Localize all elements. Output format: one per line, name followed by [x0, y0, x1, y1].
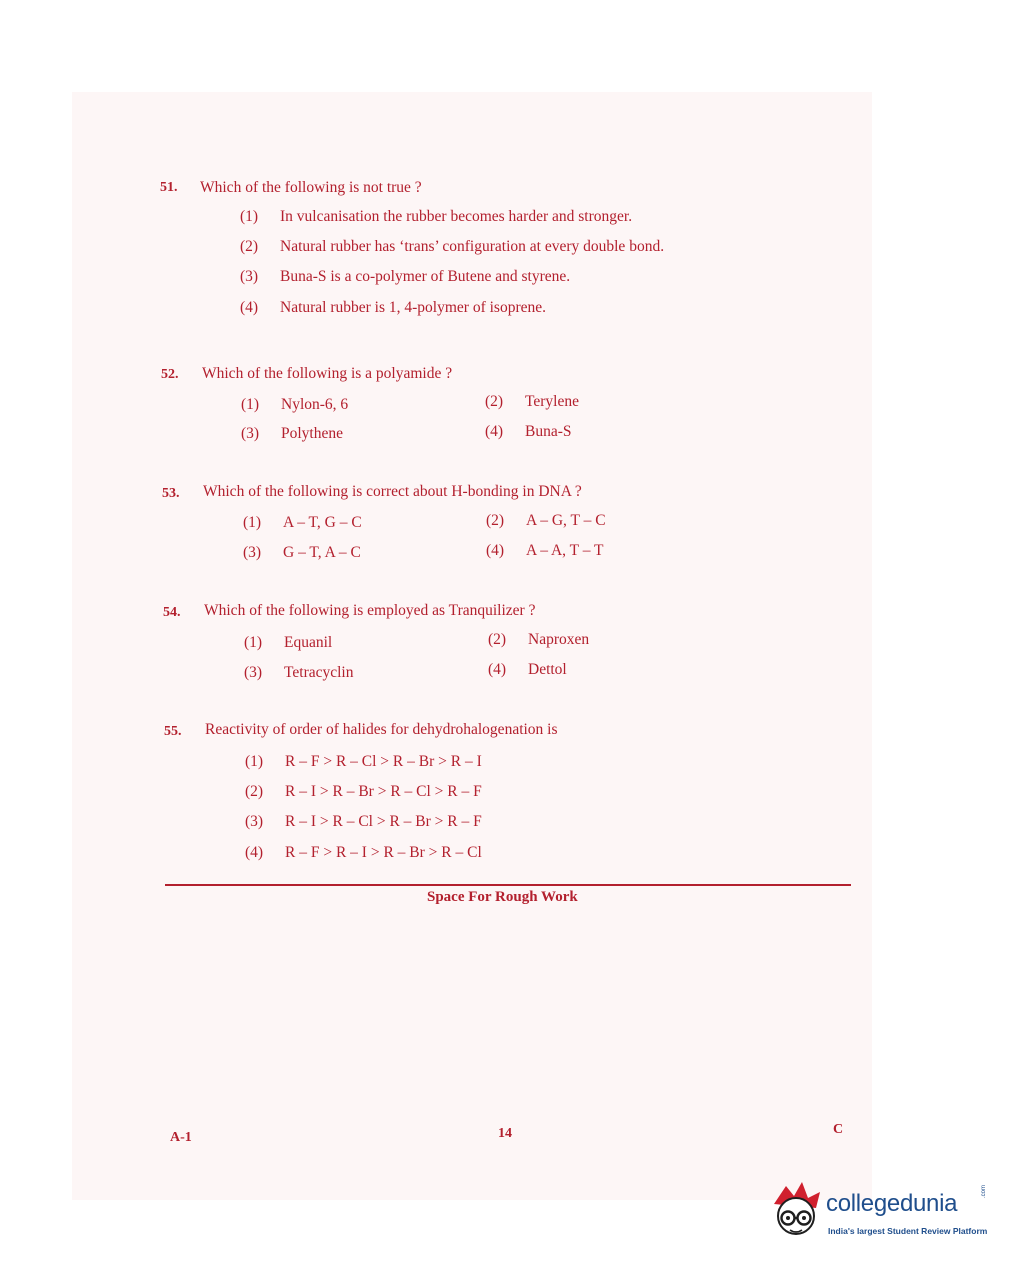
option-text: G – T, A – C [283, 544, 361, 561]
option-text: A – T, G – C [283, 514, 362, 531]
option-number: (3) [241, 425, 260, 442]
option-text: R – F > R – I > R – Br > R – Cl [285, 844, 482, 861]
logo-com: .com [981, 1184, 987, 1198]
divider-line [165, 884, 851, 886]
option-number: (3) [244, 664, 263, 681]
option [486, 542, 604, 560]
question-number: 52. [161, 367, 179, 382]
option [241, 425, 343, 443]
series-letter: C [833, 1122, 844, 1137]
option-text: A – G, T – C [526, 512, 606, 529]
page-number: 14 [498, 1126, 512, 1141]
option-number: (4) [488, 661, 507, 678]
option-number: (2) [488, 631, 507, 648]
option [245, 783, 482, 801]
question-text: Which of the following is not true ? [200, 179, 422, 196]
option-text: Equanil [284, 634, 333, 651]
option-text: In vulcanisation the rubber becomes harder and stronger. [280, 208, 633, 225]
option-text: Natural rubber has ‘trans’ configuration at every double bond. [280, 238, 665, 255]
option [488, 631, 589, 649]
option-text: Polythene [281, 425, 343, 442]
question-text: Which of the following is a polyamide ? [202, 365, 453, 382]
option-number: (1) [245, 753, 264, 770]
collegedunia-logo [768, 1178, 998, 1248]
option-text: Buna-S [525, 423, 572, 440]
option-number: (1) [243, 514, 262, 531]
logo-tagline: India's largest Student Review Platform [828, 1226, 988, 1236]
option-number: (2) [240, 238, 259, 255]
booklet-code: A-1 [170, 1130, 192, 1145]
option-text: Buna-S is a co-polymer of Butene and styrene. [280, 268, 571, 285]
option [245, 844, 482, 862]
question-text: Reactivity of order of halides for dehydrohalogenation is [205, 721, 558, 738]
option [240, 299, 546, 317]
option-number: (2) [245, 783, 264, 800]
question-number: 54. [163, 605, 181, 620]
option [488, 661, 567, 679]
exam-page [72, 92, 872, 1200]
option [245, 813, 482, 831]
option-text: Natural rubber is 1, 4-polymer of isoprene. [280, 299, 547, 316]
option [240, 208, 632, 226]
question-text: Which of the following is employed as Tranquilizer ? [204, 602, 536, 619]
option-text: A – A, T – T [526, 542, 604, 559]
option-number: (2) [485, 393, 504, 410]
question-number: 51. [160, 180, 178, 195]
option-number: (3) [240, 268, 259, 285]
option [240, 268, 570, 286]
option [241, 396, 348, 414]
option [243, 514, 362, 532]
option-text: Nylon-6, 6 [281, 396, 349, 413]
option-number: (4) [240, 299, 259, 316]
option-number: (1) [244, 634, 263, 651]
option-text: Terylene [525, 393, 579, 410]
question-number: 55. [164, 724, 182, 739]
option [244, 664, 354, 682]
option-number: (1) [241, 396, 260, 413]
option-number: (2) [486, 512, 505, 529]
option [486, 512, 606, 530]
option-number: (3) [245, 813, 264, 830]
option-number: (3) [243, 544, 262, 561]
question-number: 53. [162, 486, 180, 501]
option [485, 423, 572, 441]
option-number: (4) [485, 423, 504, 440]
option-text: R – I > R – Cl > R – Br > R – F [285, 813, 482, 830]
option-text: R – I > R – Br > R – Cl > R – F [285, 783, 482, 800]
option-number: (4) [245, 844, 264, 861]
option [240, 238, 664, 256]
option [243, 544, 361, 562]
mascot-icon [768, 1178, 826, 1248]
question-text: Which of the following is correct about H-bonding in DNA ? [203, 483, 582, 500]
logo-wordmark: collegedunia [826, 1190, 958, 1217]
option [485, 393, 579, 411]
option-text: Dettol [528, 661, 567, 678]
rough-work-label: Space For Rough Work [427, 889, 578, 905]
option-number: (1) [240, 208, 259, 225]
option-text: Tetracyclin [284, 664, 354, 681]
option-text: Naproxen [528, 631, 590, 648]
option [244, 634, 332, 652]
option-number: (4) [486, 542, 505, 559]
option [245, 753, 482, 771]
option-text: R – F > R – Cl > R – Br > R – I [285, 753, 482, 770]
